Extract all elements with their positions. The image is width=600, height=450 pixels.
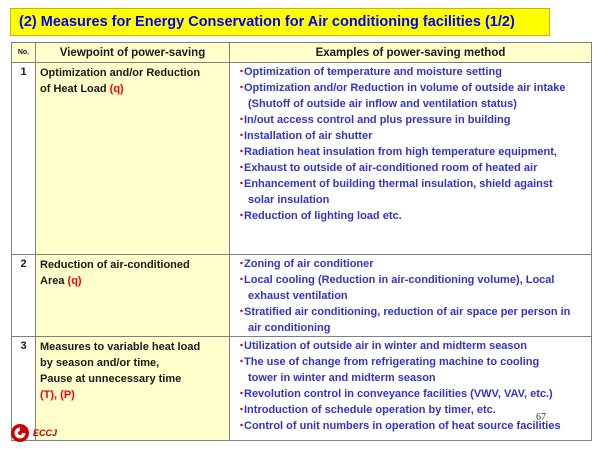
viewpoint-line <box>40 273 225 289</box>
examples-cell <box>230 337 592 441</box>
viewpoint-line <box>40 81 225 97</box>
list-item <box>236 160 587 176</box>
example-text: Installation of air shutter <box>244 130 373 142</box>
example-text: Exhaust to outside of air-conditioned room of heated air <box>244 162 538 174</box>
row-number: 1 <box>12 63 36 255</box>
example-text: Revolution control in conveyance facilities (VWV, VAV, etc.) <box>244 388 553 400</box>
example-text: Radiation heat insulation from high temperature equipment, <box>244 146 557 158</box>
header-viewpoint: Viewpoint of power-saving <box>36 43 230 63</box>
example-text: Introduction of schedule operation by timer, etc. <box>244 404 496 416</box>
bullet-icon: ・ <box>236 130 247 142</box>
viewpoint-mark: (T), (P) <box>40 389 75 401</box>
viewpoint-cell <box>36 63 230 255</box>
list-item <box>236 176 587 192</box>
example-text: Stratified air conditioning, reduction of air space per person in <box>244 306 571 318</box>
example-text: The use of change from refrigerating machine to cooling <box>244 356 540 368</box>
header-examples: Examples of power-saving method <box>230 43 592 63</box>
bullet-icon: ・ <box>236 66 247 78</box>
example-text: Local cooling (Reduction in air-conditioning volume), Local <box>244 274 555 286</box>
bullet-icon: ・ <box>236 388 247 400</box>
list-item <box>236 64 587 80</box>
viewpoint-line: by season and/or time, <box>40 357 160 369</box>
measures-table <box>11 42 592 441</box>
bullet-icon: ・ <box>236 404 247 416</box>
eccj-logo-icon <box>10 423 30 443</box>
bullet-icon: ・ <box>236 258 247 270</box>
bullet-icon: ・ <box>236 82 247 94</box>
viewpoint-mark: (q) <box>109 83 124 95</box>
example-text: solar insulation <box>248 194 330 206</box>
example-text: In/out access control and plus pressure in building <box>244 114 511 126</box>
list-item-continuation <box>236 288 587 304</box>
table-row <box>12 63 592 255</box>
page-title: (2) Measures for Energy Conservation for Air conditioning facilities (1/2) <box>19 14 515 30</box>
table-row <box>12 337 592 441</box>
list-item-continuation <box>236 370 587 386</box>
example-text: Control of unit numbers in operation of heat source facilities <box>244 420 561 432</box>
viewpoint-cell <box>36 255 230 337</box>
list-item <box>236 80 587 96</box>
viewpoint-mark: (q) <box>67 275 82 287</box>
list-item <box>236 144 587 160</box>
list-item-continuation <box>236 96 587 112</box>
title-banner <box>10 8 550 36</box>
page-number: 67 <box>536 412 546 423</box>
bullet-icon: ・ <box>236 420 247 432</box>
list-item-continuation <box>236 320 587 336</box>
row-number: 3 <box>12 337 36 441</box>
viewpoint-line: Optimization and/or Reduction <box>40 67 201 79</box>
bullet-icon: ・ <box>236 356 247 368</box>
example-text: Optimization and/or Reduction in volume of outside air intake <box>244 82 566 94</box>
viewpoint-line: Reduction of air-conditioned <box>40 259 190 271</box>
example-text: Reduction of lighting load etc. <box>244 210 402 222</box>
example-text: air conditioning <box>248 322 331 334</box>
viewpoint-cell <box>36 337 230 441</box>
header-no: No. <box>12 43 36 63</box>
bullet-icon: ・ <box>236 340 247 352</box>
example-text: Zoning of air conditioner <box>244 258 374 270</box>
examples-cell <box>230 255 592 337</box>
list-item-continuation <box>236 192 587 208</box>
list-item <box>236 386 587 402</box>
list-item <box>236 256 587 272</box>
list-item <box>236 128 587 144</box>
viewpoint-line: Measures to variable heat load <box>40 341 201 353</box>
viewpoint-line: Pause at unnecessary time <box>40 373 182 385</box>
viewpoint-line-text: of Heat Load <box>40 83 110 95</box>
bullet-icon: ・ <box>236 306 247 318</box>
examples-cell <box>230 63 592 255</box>
bullet-icon: ・ <box>236 178 247 190</box>
example-text: (Shutoff of outside air inflow and ventilation status) <box>248 98 517 110</box>
list-item <box>236 354 587 370</box>
example-text: Utilization of outside air in winter and midterm season <box>244 340 527 352</box>
table-row <box>12 255 592 337</box>
list-item <box>236 272 587 288</box>
example-text: Enhancement of building thermal insulation, shield against <box>244 178 553 190</box>
list-item <box>236 418 587 434</box>
example-text: Optimization of temperature and moisture setting <box>244 66 502 78</box>
bullet-icon: ・ <box>236 162 247 174</box>
bullet-icon: ・ <box>236 274 247 286</box>
table-header-row <box>12 43 592 63</box>
example-text: exhaust ventilation <box>248 290 348 302</box>
list-item <box>236 304 587 320</box>
example-text: tower in winter and midterm season <box>248 372 436 384</box>
logo-text: ECCJ <box>33 428 58 438</box>
list-item <box>236 402 587 418</box>
list-item <box>236 208 587 224</box>
bullet-icon: ・ <box>236 114 247 126</box>
bullet-icon: ・ <box>236 146 247 158</box>
bullet-icon: ・ <box>236 210 247 222</box>
eccj-logo <box>10 423 57 443</box>
list-item <box>236 338 587 354</box>
row-number: 2 <box>12 255 36 337</box>
list-item <box>236 112 587 128</box>
viewpoint-line-text: Area <box>40 275 68 287</box>
